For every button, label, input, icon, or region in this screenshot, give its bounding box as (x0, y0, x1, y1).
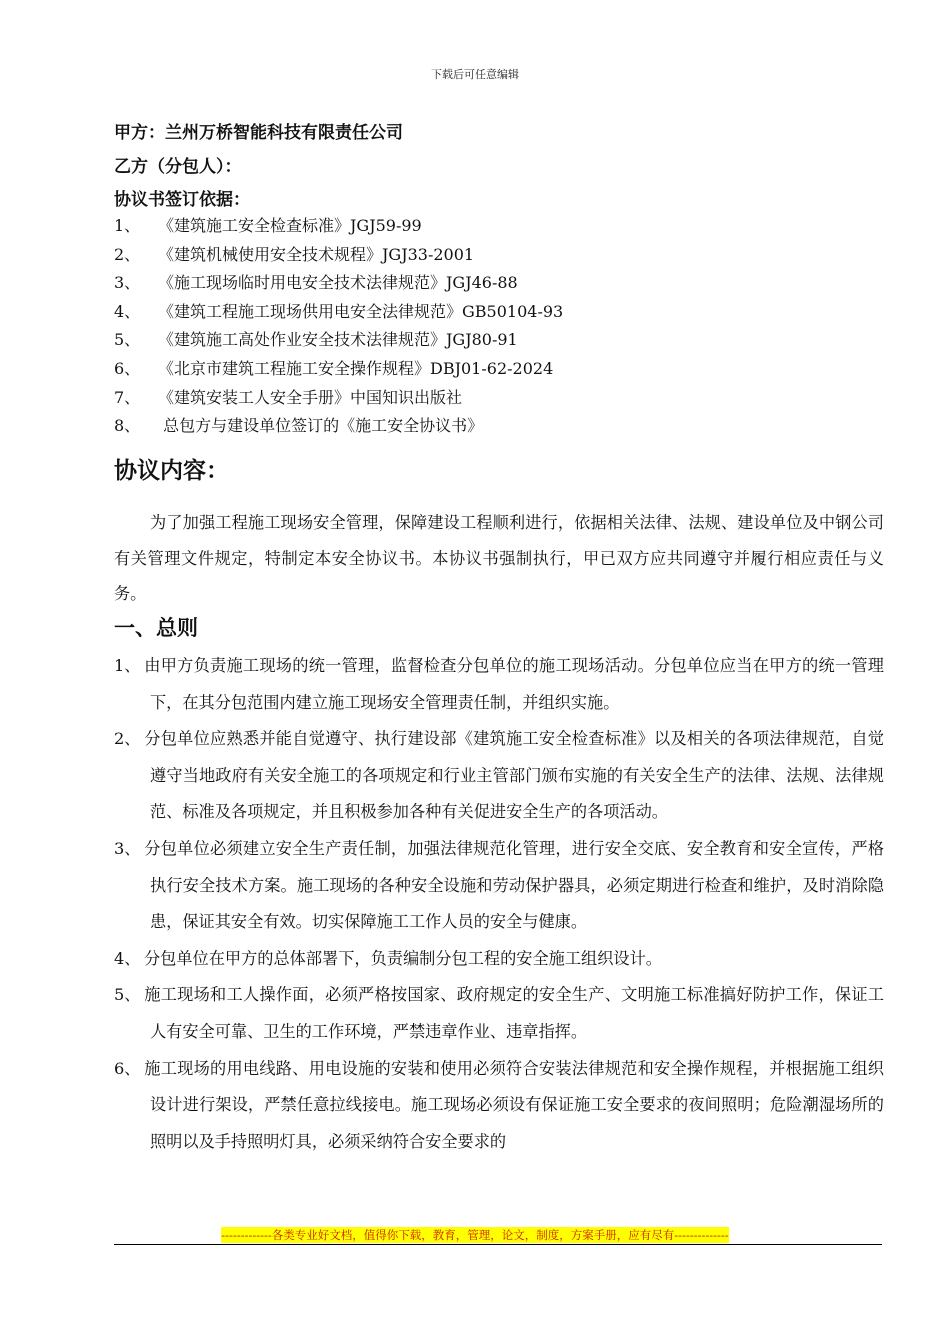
clause-text: 分包单位必须建立安全生产责任制，加强法律规范化管理，进行安全交底、安全教育和安全宣传，严格执行安全技术方案。施工现场的各种安全设施和劳动保护器具，必须定期进行检查和维护，及时消除隐患，保证其安全有效。切实保障施工工作人员的安全与健康。 (144, 838, 884, 932)
basis-item-number: 7、 (114, 387, 141, 407)
clause-number: 3、 (114, 838, 141, 858)
basis-item-number: 6、 (114, 358, 141, 378)
basis-item-number: 8、 (114, 416, 141, 436)
party-b-line: 乙方（分包人）： (114, 157, 242, 177)
basis-item (114, 412, 563, 441)
basis-item-text: 《施工现场临时用电安全技术法律规范》JGJ46-88 (158, 273, 518, 293)
basis-item (114, 384, 563, 413)
clause-number: 2、 (114, 729, 141, 749)
content-heading: 协议内容： (114, 458, 229, 484)
basis-item (114, 241, 563, 270)
basis-item-number: 5、 (114, 330, 141, 350)
basis-item-text: 《建筑安装工人安全手册》中国知识出版社 (158, 387, 463, 407)
clause-text: 分包单位应熟悉并能自觉遵守、执行建设部《建筑施工安全检查标准》以及相关的各项法律规范，自觉遵守当地政府有关安全施工的各项规定和行业主管部门颁布实施的有关安全生产的法律、法规、法律规范、标准及各项规定，并且积极参加各种有关促进安全生产的各项活动。 (144, 729, 884, 822)
basis-item-text: 《建筑施工安全检查标准》JGJ59-99 (158, 216, 422, 235)
clause-item (114, 721, 884, 831)
clause-item (114, 648, 884, 721)
basis-item-text: 总包方与建设单位签订的《施工安全协议书》 (158, 416, 484, 436)
clause-text: 施工现场和工人操作面，必须严格按国家、政府规定的安全生产、文明施工标准搞好防护工作，保证工人有安全可靠、卫生的工作环境，严禁违章作业、违章指挥。 (144, 985, 884, 1041)
header-note: 下载后可任意编辑 (431, 68, 519, 81)
basis-item-number: 1、 (114, 216, 141, 235)
basis-item (114, 298, 563, 327)
clause-number: 5、 (114, 985, 141, 1005)
clause-text: 分包单位在甲方的总体部署下，负责编制分包工程的安全施工组织设计。 (144, 948, 662, 968)
clause-item (114, 941, 884, 978)
clause-number: 6、 (114, 1058, 141, 1078)
basis-item-text: 《建筑工程施工现场供用电安全法律规范》GB50104-93 (158, 301, 564, 321)
clause-text: 施工现场的用电线路、用电设施的安装和使用必须符合安装法律规范和安全操作规程，并根据施工组织设计进行架设，严禁任意拉线接电。施工现场必须设有保证施工安全要求的夜间照明；危险潮湿场所的照明以及手持照明灯具，必须采纳符合安全要求的 (144, 1058, 884, 1151)
basis-item-text: 《建筑机械使用安全技术规程》JGJ33-2001 (158, 244, 475, 264)
clause-item (114, 831, 884, 941)
clause-item (114, 977, 884, 1050)
basis-item (114, 212, 563, 241)
basis-item-text: 《北京市建筑工程施工安全操作规程》DBJ01-62-2024 (158, 358, 554, 378)
basis-item (114, 269, 563, 298)
basis-item (114, 326, 563, 355)
footer-banner (0, 1227, 950, 1243)
footer-banner-text: -------------各类专业好文档，值得你下载，教育，管理，论文，制度，方案手册，应有尽有-------------- (221, 1228, 729, 1242)
clause-text: 由甲方负责施工现场的统一管理，监督检查分包单位的施工现场活动。分包单位应当在甲方的统一管理下，在其分包范围内建立施工现场安全管理责任制，并组织实施。 (144, 656, 884, 712)
party-a-line: 甲方：兰州万桥智能科技有限责任公司 (114, 123, 403, 143)
basis-item-number: 3、 (114, 273, 141, 293)
basis-item-number: 4、 (114, 301, 141, 321)
clause-item (114, 1051, 884, 1161)
section-heading: 一、总则 (114, 616, 198, 640)
basis-heading: 协议书签订依据： (114, 190, 250, 210)
basis-list (114, 212, 563, 441)
clause-number: 1、 (114, 656, 141, 675)
clause-list (114, 648, 884, 1160)
intro-paragraph: 为了加强工程施工现场安全管理，保障建设工程顺利进行，依据相关法律、法规、建设单位及中钢公司有关管理文件规定，特制定本安全协议书。本协议书强制执行，甲已双方应共同遵守并履行相应责任与义务。 (114, 513, 884, 603)
clause-number: 4、 (114, 948, 141, 968)
basis-item (114, 355, 563, 384)
basis-item-number: 2、 (114, 244, 141, 264)
footer-divider (114, 1244, 882, 1245)
basis-item-text: 《建筑施工高处作业安全技术法律规范》JGJ80-91 (158, 330, 518, 350)
